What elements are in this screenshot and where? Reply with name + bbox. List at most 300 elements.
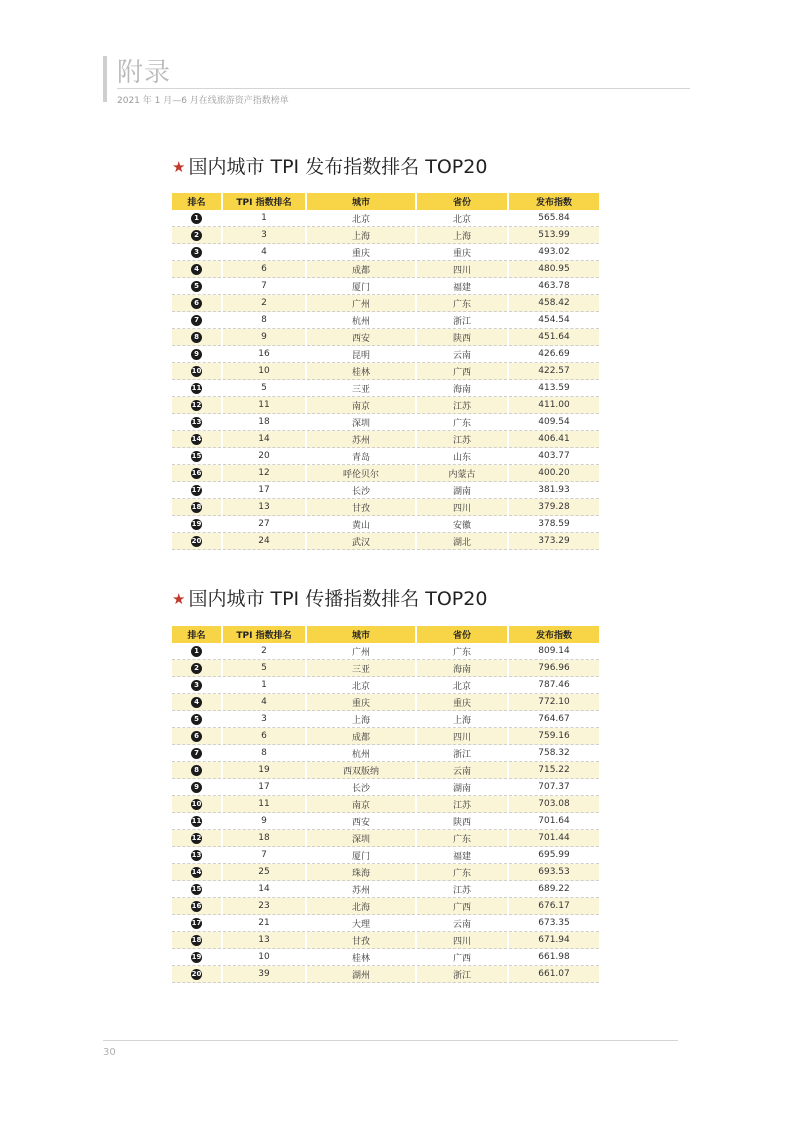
header-accent-bar bbox=[103, 56, 107, 102]
province-cell: 上海 bbox=[416, 227, 508, 244]
index-cell: 426.69 bbox=[508, 346, 599, 363]
table-row bbox=[172, 932, 599, 949]
province-cell: 江苏 bbox=[416, 881, 508, 898]
index-cell: 695.99 bbox=[508, 847, 599, 864]
rank-badge: 7 bbox=[191, 748, 202, 759]
rank-cell bbox=[172, 295, 222, 312]
city-cell: 成都 bbox=[306, 261, 416, 278]
city-cell: 珠海 bbox=[306, 864, 416, 881]
city-cell: 北京 bbox=[306, 677, 416, 694]
index-cell: 759.16 bbox=[508, 728, 599, 745]
tpi-rank-cell: 21 bbox=[222, 915, 306, 932]
rank-cell bbox=[172, 516, 222, 533]
spread-index-table bbox=[172, 626, 599, 983]
appendix-subtitle: 2021 年 1 月—6 月在线旅游资产指数榜单 bbox=[117, 96, 289, 106]
province-cell: 广西 bbox=[416, 949, 508, 966]
rank-cell bbox=[172, 949, 222, 966]
tpi-rank-cell: 3 bbox=[222, 711, 306, 728]
rank-cell bbox=[172, 660, 222, 677]
rank-badge: 16 bbox=[191, 468, 202, 477]
rank-cell bbox=[172, 813, 222, 830]
rank-badge: 14 bbox=[191, 867, 202, 876]
index-cell: 703.08 bbox=[508, 796, 599, 813]
table-row bbox=[172, 694, 599, 711]
rank-badge: 8 bbox=[191, 332, 202, 343]
rank-badge: 14 bbox=[191, 434, 202, 443]
table-row bbox=[172, 915, 599, 932]
tpi-rank-cell: 13 bbox=[222, 932, 306, 949]
province-cell: 重庆 bbox=[416, 694, 508, 711]
index-cell: 480.95 bbox=[508, 261, 599, 278]
table-row bbox=[172, 414, 599, 431]
province-cell: 广西 bbox=[416, 363, 508, 380]
rank-cell bbox=[172, 643, 222, 660]
province-cell: 山东 bbox=[416, 448, 508, 465]
table-row bbox=[172, 397, 599, 414]
table-row bbox=[172, 380, 599, 397]
table-row bbox=[172, 499, 599, 516]
province-cell: 广东 bbox=[416, 643, 508, 660]
city-cell: 重庆 bbox=[306, 694, 416, 711]
index-cell: 676.17 bbox=[508, 898, 599, 915]
rank-badge: 1 bbox=[191, 646, 202, 657]
rank-badge: 15 bbox=[191, 884, 202, 893]
tpi-rank-cell: 1 bbox=[222, 210, 306, 227]
rank-cell bbox=[172, 397, 222, 414]
rank-cell bbox=[172, 278, 222, 295]
rank-badge: 9 bbox=[191, 349, 202, 360]
city-cell: 长沙 bbox=[306, 779, 416, 796]
rank-badge: 18 bbox=[191, 502, 202, 511]
province-cell: 江苏 bbox=[416, 431, 508, 448]
city-cell: 甘孜 bbox=[306, 932, 416, 949]
rank-cell bbox=[172, 932, 222, 949]
province-cell: 重庆 bbox=[416, 244, 508, 261]
table-row bbox=[172, 431, 599, 448]
table-row bbox=[172, 745, 599, 762]
table-row bbox=[172, 779, 599, 796]
province-cell: 安徽 bbox=[416, 516, 508, 533]
index-cell: 796.96 bbox=[508, 660, 599, 677]
city-cell: 黄山 bbox=[306, 516, 416, 533]
tpi-rank-cell: 7 bbox=[222, 847, 306, 864]
star-icon: ★ bbox=[172, 158, 186, 176]
tpi-rank-cell: 17 bbox=[222, 779, 306, 796]
table-row bbox=[172, 728, 599, 745]
table-header-row bbox=[172, 626, 599, 643]
tpi-rank-cell: 25 bbox=[222, 864, 306, 881]
rank-badge: 17 bbox=[191, 918, 202, 927]
rank-badge: 16 bbox=[191, 901, 202, 910]
rank-badge: 6 bbox=[191, 731, 202, 742]
province-cell: 云南 bbox=[416, 762, 508, 779]
province-cell: 云南 bbox=[416, 346, 508, 363]
city-cell: 上海 bbox=[306, 227, 416, 244]
table-row bbox=[172, 711, 599, 728]
province-cell: 广东 bbox=[416, 830, 508, 847]
index-cell: 565.84 bbox=[508, 210, 599, 227]
index-cell: 373.29 bbox=[508, 533, 599, 550]
rank-cell bbox=[172, 414, 222, 431]
rank-badge: 8 bbox=[191, 765, 202, 776]
rank-badge: 3 bbox=[191, 680, 202, 691]
table-row bbox=[172, 516, 599, 533]
province-cell: 江苏 bbox=[416, 796, 508, 813]
column-header: 排名 bbox=[172, 193, 222, 210]
index-cell: 673.35 bbox=[508, 915, 599, 932]
city-cell: 长沙 bbox=[306, 482, 416, 499]
rank-badge: 2 bbox=[191, 230, 202, 241]
index-cell: 701.64 bbox=[508, 813, 599, 830]
rank-badge: 13 bbox=[191, 850, 202, 859]
rank-badge: 5 bbox=[191, 714, 202, 725]
city-cell: 北海 bbox=[306, 898, 416, 915]
index-cell: 715.22 bbox=[508, 762, 599, 779]
tpi-rank-cell: 12 bbox=[222, 465, 306, 482]
rank-badge: 9 bbox=[191, 782, 202, 793]
rank-cell bbox=[172, 210, 222, 227]
city-cell: 北京 bbox=[306, 210, 416, 227]
tpi-rank-cell: 24 bbox=[222, 533, 306, 550]
index-cell: 413.59 bbox=[508, 380, 599, 397]
rank-badge: 3 bbox=[191, 247, 202, 258]
city-cell: 重庆 bbox=[306, 244, 416, 261]
tpi-rank-cell: 17 bbox=[222, 482, 306, 499]
index-cell: 378.59 bbox=[508, 516, 599, 533]
rank-badge: 10 bbox=[191, 366, 202, 375]
index-cell: 411.00 bbox=[508, 397, 599, 414]
city-cell: 广州 bbox=[306, 643, 416, 660]
city-cell: 上海 bbox=[306, 711, 416, 728]
city-cell: 成都 bbox=[306, 728, 416, 745]
rank-cell bbox=[172, 380, 222, 397]
index-cell: 409.54 bbox=[508, 414, 599, 431]
province-cell: 四川 bbox=[416, 932, 508, 949]
release-index-table bbox=[172, 193, 599, 550]
index-cell: 422.57 bbox=[508, 363, 599, 380]
rank-badge: 11 bbox=[191, 383, 202, 392]
province-cell: 海南 bbox=[416, 660, 508, 677]
city-cell: 厦门 bbox=[306, 847, 416, 864]
rank-cell bbox=[172, 261, 222, 278]
index-cell: 693.53 bbox=[508, 864, 599, 881]
table-row bbox=[172, 643, 599, 660]
rank-badge: 20 bbox=[191, 969, 202, 978]
column-header: 城市 bbox=[306, 193, 416, 210]
rank-cell bbox=[172, 227, 222, 244]
tpi-rank-cell: 19 bbox=[222, 762, 306, 779]
star-icon: ★ bbox=[172, 590, 186, 608]
tpi-rank-cell: 20 bbox=[222, 448, 306, 465]
rank-cell bbox=[172, 677, 222, 694]
rank-cell bbox=[172, 482, 222, 499]
province-cell: 浙江 bbox=[416, 745, 508, 762]
tpi-rank-cell: 27 bbox=[222, 516, 306, 533]
index-cell: 513.99 bbox=[508, 227, 599, 244]
index-cell: 661.98 bbox=[508, 949, 599, 966]
index-cell: 689.22 bbox=[508, 881, 599, 898]
city-cell: 青岛 bbox=[306, 448, 416, 465]
column-header: 省份 bbox=[416, 626, 508, 643]
rank-cell bbox=[172, 898, 222, 915]
rank-badge: 1 bbox=[191, 213, 202, 224]
province-cell: 广东 bbox=[416, 864, 508, 881]
rank-cell bbox=[172, 533, 222, 550]
province-cell: 湖南 bbox=[416, 779, 508, 796]
release-index-title-text: 国内城市 TPI 发布指数排名 TOP20 bbox=[188, 156, 488, 178]
tpi-rank-cell: 13 bbox=[222, 499, 306, 516]
table-header-row bbox=[172, 193, 599, 210]
rank-cell bbox=[172, 796, 222, 813]
tpi-rank-cell: 5 bbox=[222, 380, 306, 397]
tpi-rank-cell: 39 bbox=[222, 966, 306, 983]
index-cell: 701.44 bbox=[508, 830, 599, 847]
table-row bbox=[172, 346, 599, 363]
index-cell: 406.41 bbox=[508, 431, 599, 448]
rank-cell bbox=[172, 864, 222, 881]
index-cell: 458.42 bbox=[508, 295, 599, 312]
table-row bbox=[172, 533, 599, 550]
rank-cell bbox=[172, 830, 222, 847]
province-cell: 陕西 bbox=[416, 329, 508, 346]
rank-cell bbox=[172, 346, 222, 363]
rank-badge: 7 bbox=[191, 315, 202, 326]
city-cell: 苏州 bbox=[306, 431, 416, 448]
city-cell: 苏州 bbox=[306, 881, 416, 898]
rank-cell bbox=[172, 966, 222, 983]
city-cell: 厦门 bbox=[306, 278, 416, 295]
tpi-rank-cell: 8 bbox=[222, 312, 306, 329]
index-cell: 463.78 bbox=[508, 278, 599, 295]
city-cell: 桂林 bbox=[306, 949, 416, 966]
index-cell: 661.07 bbox=[508, 966, 599, 983]
city-cell: 南京 bbox=[306, 796, 416, 813]
spread-index-title bbox=[172, 584, 487, 611]
table-row bbox=[172, 227, 599, 244]
column-header: 发布指数 bbox=[508, 626, 599, 643]
index-cell: 772.10 bbox=[508, 694, 599, 711]
rank-badge: 18 bbox=[191, 935, 202, 944]
rank-badge: 12 bbox=[191, 400, 202, 409]
rank-badge: 15 bbox=[191, 451, 202, 460]
province-cell: 广西 bbox=[416, 898, 508, 915]
column-header: 城市 bbox=[306, 626, 416, 643]
tpi-rank-cell: 16 bbox=[222, 346, 306, 363]
tpi-rank-cell: 11 bbox=[222, 796, 306, 813]
index-cell: 787.46 bbox=[508, 677, 599, 694]
table-row bbox=[172, 660, 599, 677]
tpi-rank-cell: 18 bbox=[222, 414, 306, 431]
table-row bbox=[172, 898, 599, 915]
province-cell: 广东 bbox=[416, 295, 508, 312]
tpi-rank-cell: 7 bbox=[222, 278, 306, 295]
rank-cell bbox=[172, 745, 222, 762]
rank-badge: 19 bbox=[191, 519, 202, 528]
tpi-rank-cell: 5 bbox=[222, 660, 306, 677]
rank-badge: 20 bbox=[191, 536, 202, 545]
rank-cell bbox=[172, 694, 222, 711]
index-cell: 707.37 bbox=[508, 779, 599, 796]
province-cell: 北京 bbox=[416, 210, 508, 227]
rank-badge: 13 bbox=[191, 417, 202, 426]
city-cell: 西安 bbox=[306, 813, 416, 830]
column-header: 省份 bbox=[416, 193, 508, 210]
province-cell: 湖北 bbox=[416, 533, 508, 550]
index-cell: 454.54 bbox=[508, 312, 599, 329]
table-row bbox=[172, 847, 599, 864]
province-cell: 四川 bbox=[416, 499, 508, 516]
table-row bbox=[172, 966, 599, 983]
rank-badge: 4 bbox=[191, 264, 202, 275]
page-number: 30 bbox=[103, 1047, 116, 1058]
city-cell: 深圳 bbox=[306, 830, 416, 847]
rank-cell bbox=[172, 881, 222, 898]
province-cell: 福建 bbox=[416, 278, 508, 295]
province-cell: 云南 bbox=[416, 915, 508, 932]
tpi-rank-cell: 9 bbox=[222, 813, 306, 830]
index-cell: 381.93 bbox=[508, 482, 599, 499]
rank-cell bbox=[172, 915, 222, 932]
tpi-rank-cell: 2 bbox=[222, 643, 306, 660]
city-cell: 三亚 bbox=[306, 380, 416, 397]
city-cell: 昆明 bbox=[306, 346, 416, 363]
rank-cell bbox=[172, 847, 222, 864]
city-cell: 西双版纳 bbox=[306, 762, 416, 779]
index-cell: 451.64 bbox=[508, 329, 599, 346]
city-cell: 广州 bbox=[306, 295, 416, 312]
table-row bbox=[172, 278, 599, 295]
province-cell: 四川 bbox=[416, 261, 508, 278]
rank-badge: 2 bbox=[191, 663, 202, 674]
table-row bbox=[172, 813, 599, 830]
city-cell: 西安 bbox=[306, 329, 416, 346]
table-row bbox=[172, 329, 599, 346]
city-cell: 呼伦贝尔 bbox=[306, 465, 416, 482]
table-row bbox=[172, 762, 599, 779]
tpi-rank-cell: 14 bbox=[222, 881, 306, 898]
spread-index-title-text: 国内城市 TPI 传播指数排名 TOP20 bbox=[188, 588, 488, 610]
appendix-title: 附录 bbox=[117, 58, 172, 88]
province-cell: 上海 bbox=[416, 711, 508, 728]
province-cell: 内蒙古 bbox=[416, 465, 508, 482]
table-row bbox=[172, 830, 599, 847]
tpi-rank-cell: 18 bbox=[222, 830, 306, 847]
header-divider bbox=[117, 88, 690, 89]
city-cell: 桂林 bbox=[306, 363, 416, 380]
table-row bbox=[172, 210, 599, 227]
city-cell: 三亚 bbox=[306, 660, 416, 677]
index-cell: 379.28 bbox=[508, 499, 599, 516]
rank-badge: 6 bbox=[191, 298, 202, 309]
rank-cell bbox=[172, 448, 222, 465]
tpi-rank-cell: 4 bbox=[222, 244, 306, 261]
tpi-rank-cell: 10 bbox=[222, 363, 306, 380]
index-cell: 809.14 bbox=[508, 643, 599, 660]
city-cell: 杭州 bbox=[306, 312, 416, 329]
rank-badge: 5 bbox=[191, 281, 202, 292]
rank-cell bbox=[172, 312, 222, 329]
tpi-rank-cell: 9 bbox=[222, 329, 306, 346]
city-cell: 湖州 bbox=[306, 966, 416, 983]
rank-badge: 11 bbox=[191, 816, 202, 825]
province-cell: 浙江 bbox=[416, 312, 508, 329]
tpi-rank-cell: 14 bbox=[222, 431, 306, 448]
index-cell: 403.77 bbox=[508, 448, 599, 465]
province-cell: 北京 bbox=[416, 677, 508, 694]
table-row bbox=[172, 363, 599, 380]
table-row bbox=[172, 261, 599, 278]
city-cell: 南京 bbox=[306, 397, 416, 414]
index-cell: 764.67 bbox=[508, 711, 599, 728]
table-row bbox=[172, 295, 599, 312]
release-index-title bbox=[172, 152, 487, 179]
tpi-rank-cell: 11 bbox=[222, 397, 306, 414]
tpi-rank-cell: 6 bbox=[222, 728, 306, 745]
footer-divider bbox=[103, 1040, 678, 1041]
province-cell: 江苏 bbox=[416, 397, 508, 414]
table-row bbox=[172, 864, 599, 881]
table-row bbox=[172, 677, 599, 694]
rank-cell bbox=[172, 329, 222, 346]
index-cell: 493.02 bbox=[508, 244, 599, 261]
rank-cell bbox=[172, 499, 222, 516]
rank-cell bbox=[172, 779, 222, 796]
tpi-rank-cell: 8 bbox=[222, 745, 306, 762]
city-cell: 大理 bbox=[306, 915, 416, 932]
table-row bbox=[172, 881, 599, 898]
index-cell: 400.20 bbox=[508, 465, 599, 482]
index-cell: 671.94 bbox=[508, 932, 599, 949]
rank-badge: 17 bbox=[191, 485, 202, 494]
column-header: 发布指数 bbox=[508, 193, 599, 210]
province-cell: 广东 bbox=[416, 414, 508, 431]
city-cell: 杭州 bbox=[306, 745, 416, 762]
rank-cell bbox=[172, 363, 222, 380]
rank-badge: 4 bbox=[191, 697, 202, 708]
province-cell: 浙江 bbox=[416, 966, 508, 983]
rank-badge: 19 bbox=[191, 952, 202, 961]
city-cell: 武汉 bbox=[306, 533, 416, 550]
province-cell: 福建 bbox=[416, 847, 508, 864]
table-row bbox=[172, 482, 599, 499]
index-cell: 758.32 bbox=[508, 745, 599, 762]
column-header: TPI 指数排名 bbox=[222, 626, 306, 643]
tpi-rank-cell: 10 bbox=[222, 949, 306, 966]
tpi-rank-cell: 2 bbox=[222, 295, 306, 312]
table-row bbox=[172, 312, 599, 329]
rank-cell bbox=[172, 431, 222, 448]
rank-cell bbox=[172, 728, 222, 745]
city-cell: 深圳 bbox=[306, 414, 416, 431]
city-cell: 甘孜 bbox=[306, 499, 416, 516]
province-cell: 陕西 bbox=[416, 813, 508, 830]
rank-badge: 12 bbox=[191, 833, 202, 842]
table-row bbox=[172, 465, 599, 482]
table-row bbox=[172, 796, 599, 813]
tpi-rank-cell: 1 bbox=[222, 677, 306, 694]
province-cell: 海南 bbox=[416, 380, 508, 397]
tpi-rank-cell: 6 bbox=[222, 261, 306, 278]
tpi-rank-cell: 23 bbox=[222, 898, 306, 915]
column-header: 排名 bbox=[172, 626, 222, 643]
rank-cell bbox=[172, 244, 222, 261]
rank-cell bbox=[172, 762, 222, 779]
province-cell: 湖南 bbox=[416, 482, 508, 499]
province-cell: 四川 bbox=[416, 728, 508, 745]
table-row bbox=[172, 448, 599, 465]
rank-badge: 10 bbox=[191, 799, 202, 808]
tpi-rank-cell: 3 bbox=[222, 227, 306, 244]
